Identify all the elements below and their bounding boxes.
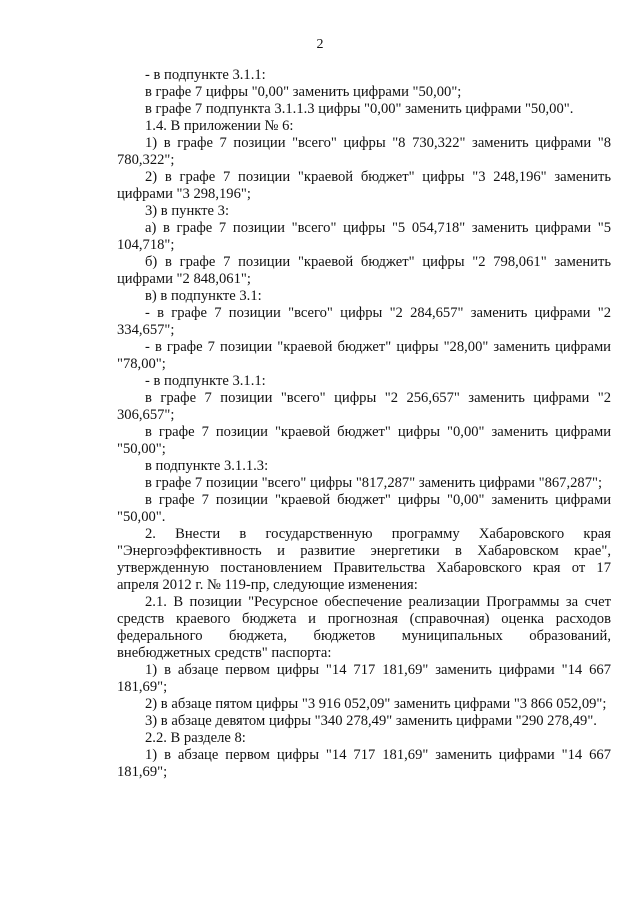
page-number: 2 xyxy=(316,37,324,52)
paragraph: 3) в абзаце девятом цифры "340 278,49" заменить цифрами "290 278,49". xyxy=(145,713,597,729)
paragraph: 1) в абзаце первом цифры "14 717 181,69" заменить цифрами "14 667 181,69"; xyxy=(117,747,611,780)
paragraph: - в подпункте 3.1.1: xyxy=(145,373,266,389)
paragraph: - в графе 7 позиции "всего" цифры "2 284,657" заменить цифрами "2 334,657"; xyxy=(117,305,611,338)
paragraph: в графе 7 позиции "всего" цифры "2 256,657" заменить цифрами "2 306,657"; xyxy=(117,390,611,423)
paragraph: 1.4. В приложении № 6: xyxy=(145,118,294,134)
paragraph: 2. Внести в государственную программу Хабаровского края "Энергоэффективность и развитие энергетики в Хабаровском крае", утвержденную постановлением Правительства Хабаровского края от 17 апреля 2012 г. № 119-пр, следующие изменения: xyxy=(117,526,611,593)
paragraph: а) в графе 7 позиции "всего" цифры "5 054,718" заменить цифрами "5 104,718"; xyxy=(117,220,611,253)
paragraph: 2.2. В разделе 8: xyxy=(145,730,246,746)
paragraph: 2) в графе 7 позиции "краевой бюджет" цифры "3 248,196" заменить цифрами "3 298,196"; xyxy=(117,169,611,202)
paragraph: 1) в графе 7 позиции "всего" цифры "8 730,322" заменить цифрами "8 780,322"; xyxy=(117,135,611,168)
paragraph: 1) в абзаце первом цифры "14 717 181,69" заменить цифрами "14 667 181,69"; xyxy=(117,662,611,695)
paragraph: 2.1. В позиции "Ресурсное обеспечение реализации Программы за счет средств краевого бюджета и прогнозная (справочная) оценка расходов федерального бюджета, бюджетов муниципальных образований, внебюджетных средств" паспорта: xyxy=(117,594,611,661)
paragraph: 2) в абзаце пятом цифры "3 916 052,09" заменить цифрами "3 866 052,09"; xyxy=(145,696,607,712)
paragraph: в графе 7 позиции "краевой бюджет" цифры "0,00" заменить цифрами "50,00"; xyxy=(117,424,611,457)
paragraph: б) в графе 7 позиции "краевой бюджет" цифры "2 798,061" заменить цифрами "2 848,061"; xyxy=(117,254,611,287)
paragraph: - в подпункте 3.1.1: xyxy=(145,67,266,83)
paragraph: в графе 7 позиции "всего" цифры "817,287" заменить цифрами "867,287"; xyxy=(145,475,603,491)
paragraph: - в графе 7 позиции "краевой бюджет" цифры "28,00" заменить цифрами "78,00"; xyxy=(117,339,611,372)
paragraph: в) в подпункте 3.1: xyxy=(145,288,262,304)
paragraph: 3) в пункте 3: xyxy=(145,203,230,219)
document-body xyxy=(117,67,611,781)
paragraph: в графе 7 позиции "краевой бюджет" цифры "0,00" заменить цифрами "50,00". xyxy=(117,492,611,525)
paragraph: в графе 7 цифры "0,00" заменить цифрами "50,00"; xyxy=(145,84,462,100)
paragraph: в подпункте 3.1.1.3: xyxy=(145,458,269,474)
paragraph: в графе 7 подпункта 3.1.1.3 цифры "0,00" заменить цифрами "50,00". xyxy=(145,101,574,117)
